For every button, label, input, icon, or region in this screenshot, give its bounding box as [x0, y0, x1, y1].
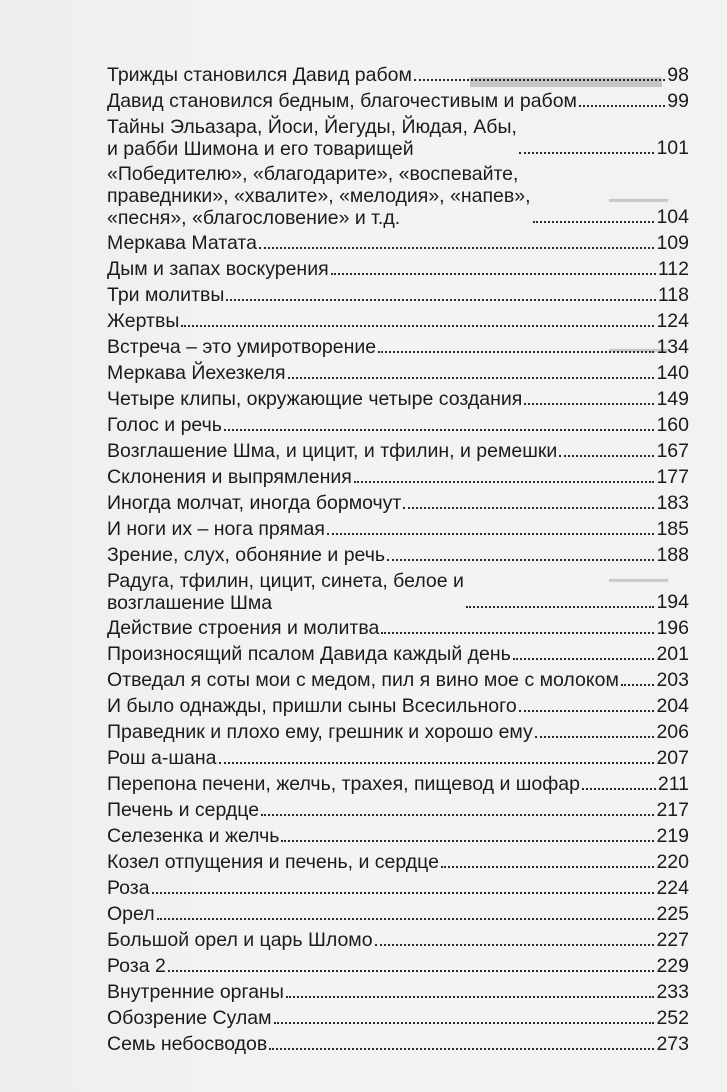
- bleed-through-heading: ▬▬▬▬▬▬: [470, 58, 662, 94]
- toc-entry-title: Праведник и плохо ему, грешник и хорошо ему: [107, 721, 533, 743]
- toc-leader-dots: [219, 762, 655, 764]
- toc-page-number: 185: [656, 518, 689, 540]
- toc-entry-title: Трижды становился Давид рабом: [107, 64, 412, 86]
- toc-entry[interactable]: [107, 466, 689, 489]
- toc-page-number: 194: [656, 591, 689, 613]
- toc-entry-title: Возглашение Шма, и цицит, и тфилин, и ремешки: [107, 440, 558, 462]
- toc-entry[interactable]: [107, 440, 689, 463]
- toc-entry-title: Семь небосводов: [107, 1033, 268, 1055]
- toc-entry[interactable]: [107, 773, 689, 796]
- toc-leader-dots: [519, 152, 655, 154]
- toc-entry-title: Меркава Йехезкеля: [107, 362, 286, 384]
- toc-entry[interactable]: [107, 643, 689, 666]
- toc-entry[interactable]: [107, 903, 689, 926]
- toc-entry[interactable]: [107, 981, 689, 1004]
- table-of-contents: [107, 64, 689, 1059]
- toc-leader-dots: [524, 403, 654, 405]
- toc-page-number: 124: [656, 310, 689, 332]
- toc-page-number: 118: [657, 284, 689, 306]
- toc-entry[interactable]: [107, 695, 689, 718]
- toc-page-number: 177: [656, 466, 689, 488]
- toc-entry[interactable]: [107, 414, 689, 437]
- toc-entry-title: Радуга, тфилин, цицит, синета, белое и возглашение Шма: [107, 570, 464, 614]
- toc-leader-dots: [582, 788, 656, 790]
- toc-leader-dots: [387, 559, 654, 561]
- toc-entry[interactable]: [107, 799, 689, 822]
- toc-page-number: 219: [656, 825, 689, 847]
- toc-entry[interactable]: [107, 258, 689, 281]
- toc-leader-dots: [533, 221, 655, 223]
- toc-entry[interactable]: [107, 388, 689, 411]
- toc-page-number: 188: [656, 544, 689, 566]
- toc-entry-title: Рош а-шана: [107, 747, 217, 769]
- toc-entry[interactable]: [107, 747, 689, 770]
- toc-entry-title: Склонения и выпрямления: [107, 466, 352, 488]
- bleed-through-text: ▁▁▁▁: [609, 181, 669, 202]
- toc-page-number: 196: [656, 617, 689, 639]
- toc-entry-title: Отведал я соты мои с медом, пил я вино мое с молоком: [107, 669, 619, 691]
- toc-entry[interactable]: [107, 877, 689, 900]
- toc-leader-dots: [152, 892, 655, 894]
- toc-entry[interactable]: [107, 362, 689, 385]
- toc-entry-title: Тайны Эльазара, Йоси, Йегуды, Йюдая, Абы, и рабби Шимона и его товарищей: [107, 116, 517, 160]
- toc-entry[interactable]: [107, 721, 689, 744]
- toc-entry-title: Произносящий псалом Давида каждый день: [107, 643, 511, 665]
- toc-entry[interactable]: [107, 544, 689, 567]
- toc-leader-dots: [621, 684, 655, 686]
- toc-entry-title: Роза: [107, 877, 150, 899]
- toc-page-number: 273: [656, 1033, 689, 1055]
- toc-page-number: 99: [667, 90, 689, 112]
- toc-entry-title: Иногда молчат, иногда бормочут: [107, 492, 402, 514]
- toc-entry[interactable]: [107, 851, 689, 874]
- toc-entry[interactable]: [107, 617, 689, 640]
- toc-entry-title: Внутренние органы: [107, 981, 284, 1003]
- toc-entry[interactable]: [107, 284, 689, 307]
- toc-page-number: 204: [656, 695, 689, 717]
- toc-leader-dots: [281, 840, 654, 842]
- toc-entry-title: Действие строения и молитва: [107, 617, 380, 639]
- toc-leader-dots: [519, 710, 655, 712]
- toc-entry[interactable]: [107, 1007, 689, 1030]
- toc-leader-dots: [259, 247, 655, 249]
- toc-page-number: 134: [656, 336, 689, 358]
- toc-leader-dots: [168, 970, 655, 972]
- bleed-through-text: ▁▁▁▁: [609, 561, 669, 582]
- toc-entry-title: Большой орел и царь Шломо: [107, 929, 373, 951]
- toc-leader-dots: [331, 273, 656, 275]
- toc-entry-title: И ноги их – нога прямая: [107, 518, 325, 540]
- toc-entry-title: Печень и сердце: [107, 799, 260, 821]
- toc-page-number: 101: [656, 137, 689, 159]
- toc-leader-dots: [559, 455, 654, 457]
- toc-leader-dots: [157, 918, 655, 920]
- toc-entry-title: Обозрение Сулам: [107, 1007, 272, 1029]
- toc-entry-title: Козел отпущения и печень, и сердце: [107, 851, 439, 873]
- toc-entry[interactable]: [107, 518, 689, 541]
- toc-page-number: 167: [656, 440, 689, 462]
- toc-leader-dots: [354, 481, 655, 483]
- toc-entry-title: Орел: [107, 903, 155, 925]
- toc-entry-title: Жертвы: [107, 310, 180, 332]
- toc-leader-dots: [535, 736, 655, 738]
- toc-entry-title: Голос и речь: [107, 414, 222, 436]
- toc-page-number: 220: [656, 851, 689, 873]
- toc-page-number: 224: [656, 877, 689, 899]
- toc-page-number: 206: [656, 721, 689, 743]
- toc-leader-dots: [378, 351, 654, 353]
- toc-entry[interactable]: [107, 116, 689, 160]
- toc-entry[interactable]: [107, 1033, 689, 1056]
- toc-entry[interactable]: [107, 232, 689, 255]
- toc-entry-title: И было однажды, пришли сыны Всесильного: [107, 695, 517, 717]
- toc-leader-dots: [261, 814, 654, 816]
- toc-page-number: 225: [656, 903, 689, 925]
- toc-page-number: 112: [657, 258, 689, 280]
- toc-entry-title: Перепона печени, желчь, трахея, пищевод и шофар: [107, 773, 580, 795]
- toc-entry[interactable]: [107, 570, 689, 614]
- toc-leader-dots: [403, 507, 654, 509]
- toc-page-number: 201: [656, 643, 689, 665]
- toc-page-number: 252: [656, 1007, 689, 1029]
- toc-entry-title: «Победителю», «благодарите», «воспевайте, праведники», «хвалите», «мелодия», «напев», «песня», «благословение» и т.д.: [107, 163, 531, 229]
- toc-leader-dots: [224, 429, 655, 431]
- toc-entry[interactable]: [107, 669, 689, 692]
- toc-leader-dots: [274, 1022, 655, 1024]
- toc-entry-title: Меркава Матата: [107, 232, 257, 254]
- toc-leader-dots: [226, 299, 656, 301]
- toc-leader-dots: [375, 944, 655, 946]
- toc-entry-title: Селезенка и желчь: [107, 825, 280, 847]
- toc-leader-dots: [381, 632, 654, 634]
- toc-entry[interactable]: [107, 955, 689, 978]
- toc-leader-dots: [513, 658, 655, 660]
- toc-entry[interactable]: [107, 310, 689, 333]
- toc-entry[interactable]: [107, 64, 689, 87]
- toc-entry-title: Роза 2: [107, 955, 166, 977]
- toc-page-number: 217: [656, 799, 689, 821]
- toc-entry-title: Три молитвы: [107, 284, 225, 306]
- toc-page-number: 207: [656, 747, 689, 769]
- toc-page-number: 203: [656, 669, 689, 691]
- toc-page-number: 109: [656, 232, 689, 254]
- toc-entry-title: Давид становился бедным, благочестивым и рабом: [107, 90, 577, 112]
- toc-page-number: 227: [656, 929, 689, 951]
- toc-entry[interactable]: [107, 492, 689, 515]
- toc-entry-title: Дым и запах воскурения: [107, 258, 329, 280]
- toc-leader-dots: [579, 105, 665, 107]
- toc-page-number: 160: [656, 414, 689, 436]
- toc-page-number: 211: [657, 773, 689, 795]
- toc-page-number: 233: [656, 981, 689, 1003]
- toc-page-number: 183: [656, 492, 689, 514]
- toc-entry-title: Встреча – это умиротворение: [107, 336, 377, 358]
- toc-leader-dots: [414, 79, 665, 81]
- toc-leader-dots: [269, 1048, 654, 1050]
- toc-entry[interactable]: [107, 163, 689, 229]
- toc-entry[interactable]: [107, 825, 689, 848]
- toc-entry-title: Четыре клипы, окружающие четыре создания: [107, 388, 523, 410]
- toc-leader-dots: [466, 606, 655, 608]
- toc-entry[interactable]: [107, 336, 689, 359]
- toc-page-number: 149: [656, 388, 689, 410]
- toc-leader-dots: [288, 377, 655, 379]
- bleed-through-text: ▁▁▁▁: [609, 331, 669, 352]
- toc-leader-dots: [441, 866, 654, 868]
- toc-entry-title: Зрение, слух, обоняние и речь: [107, 544, 386, 566]
- toc-page-number: 229: [656, 955, 689, 977]
- toc-page-number: 98: [667, 64, 689, 86]
- toc-page-number: 104: [656, 206, 689, 228]
- toc-leader-dots: [181, 325, 654, 327]
- toc-entry[interactable]: [107, 929, 689, 952]
- toc-entry[interactable]: [107, 90, 689, 113]
- toc-leader-dots: [286, 996, 655, 998]
- toc-page-number: 140: [656, 362, 689, 384]
- toc-leader-dots: [327, 533, 655, 535]
